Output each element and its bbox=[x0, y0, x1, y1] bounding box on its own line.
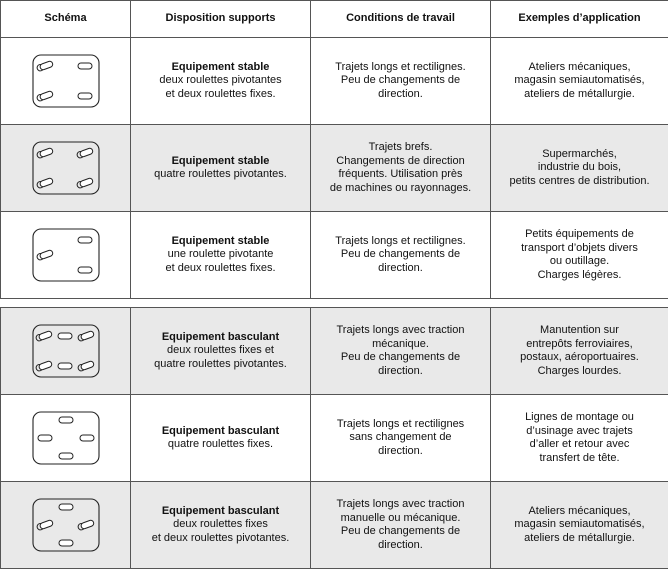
disposition-cell bbox=[131, 125, 311, 212]
conditions-line: Changements de direction bbox=[336, 154, 465, 167]
header-row bbox=[1, 1, 668, 38]
disposition-cell bbox=[131, 395, 311, 482]
fixed-wheel bbox=[80, 435, 94, 441]
conditions-cell bbox=[311, 482, 491, 569]
examples-cell bbox=[491, 482, 668, 569]
examples-line: transport d’objets divers bbox=[521, 241, 638, 254]
examples-line: ateliers de métallurgie. bbox=[524, 531, 635, 544]
separator-cell bbox=[1, 299, 668, 308]
disposition-line: deux roulettes pivotantes bbox=[159, 74, 282, 87]
conditions-cell bbox=[311, 395, 491, 482]
disposition-cell bbox=[131, 308, 311, 395]
conditions-cell bbox=[311, 212, 491, 299]
equipment-title: Equipement basculant bbox=[161, 424, 280, 437]
conditions-line: direction. bbox=[378, 87, 423, 100]
swivel-wheel bbox=[35, 330, 52, 342]
group-separator bbox=[1, 299, 668, 308]
schema-cell bbox=[1, 125, 131, 212]
conditions-line: Peu de changements de bbox=[340, 525, 461, 537]
fixed-wheel bbox=[58, 363, 72, 369]
conditions-line: direction. bbox=[378, 364, 423, 377]
header-schema: Schéma bbox=[1, 1, 131, 38]
conditions-line: Peu de changements de bbox=[340, 248, 461, 261]
four-fixed-icon bbox=[31, 410, 101, 466]
examples-line: d’aller et retour avec bbox=[529, 438, 630, 450]
fixed-wheel bbox=[38, 435, 52, 441]
examples-line: Charges légères. bbox=[537, 268, 622, 281]
disposition-line: et deux roulettes fixes. bbox=[165, 87, 276, 100]
examples-line: Lignes de montage ou bbox=[525, 411, 634, 423]
conditions-line: direction. bbox=[378, 261, 423, 274]
swivel-wheel bbox=[36, 249, 53, 261]
conditions-line: manuelle ou mécanique. bbox=[340, 511, 461, 524]
examples-line: Ateliers mécaniques, bbox=[528, 60, 631, 73]
disposition-cell bbox=[131, 38, 311, 125]
examples-line: ou outillage. bbox=[549, 255, 610, 267]
conditions-line: sans changement de bbox=[349, 431, 452, 444]
disposition-line: et deux roulettes pivotantes. bbox=[151, 531, 290, 544]
fixed-wheel bbox=[78, 267, 92, 273]
header-conditions: Conditions de travail bbox=[311, 1, 491, 38]
fixed-wheel bbox=[59, 417, 73, 423]
equipment-title: Equipement stable bbox=[171, 234, 270, 247]
schema-cell bbox=[1, 212, 131, 299]
conditions-line: mécanique. bbox=[372, 337, 429, 350]
table-row bbox=[1, 395, 668, 482]
disposition-line: quatre roulettes pivotantes. bbox=[154, 357, 287, 370]
fixed-wheel bbox=[78, 93, 92, 99]
conditions-line: Trajets longs et rectilignes. bbox=[335, 60, 466, 73]
examples-line: Charges lourdes. bbox=[537, 364, 622, 377]
conditions-line: Peu de changements de bbox=[340, 74, 461, 87]
conditions-line: Trajets brefs. bbox=[368, 141, 433, 153]
examples-cell bbox=[491, 212, 668, 299]
examples-line: Manutention sur bbox=[540, 324, 619, 336]
conditions-line: direction. bbox=[378, 538, 423, 551]
swivel-wheel bbox=[76, 177, 93, 189]
disposition-line: deux roulettes fixes et bbox=[166, 344, 274, 357]
examples-line: entrepôts ferroviaires, bbox=[526, 337, 633, 350]
swivel-wheel bbox=[35, 360, 52, 372]
disposition-line: et deux roulettes fixes. bbox=[165, 261, 276, 274]
fixed-wheel bbox=[59, 453, 73, 459]
schema-cell bbox=[1, 308, 131, 395]
header-examples: Exemples d’application bbox=[491, 1, 668, 38]
swivel-wheel bbox=[76, 147, 93, 159]
table-row bbox=[1, 482, 668, 569]
conditions-line: de machines ou rayonnages. bbox=[329, 181, 472, 194]
equipment-title: Equipement stable bbox=[171, 60, 270, 73]
examples-line: magasin semiautomatisés, bbox=[514, 74, 645, 87]
schema-cell bbox=[1, 395, 131, 482]
equipment-title: Equipement basculant bbox=[161, 504, 280, 517]
conditions-cell bbox=[311, 125, 491, 212]
examples-line: postaux, aéroportuaires. bbox=[520, 351, 639, 363]
swivel-wheel bbox=[77, 519, 94, 531]
conditions-line: Peu de changements de bbox=[340, 351, 461, 363]
disposition-line: quatre roulettes fixes. bbox=[167, 438, 274, 450]
table-row bbox=[1, 125, 668, 212]
conditions-line: Trajets longs et rectilignes. bbox=[335, 234, 466, 247]
equipment-title: Equipement stable bbox=[171, 154, 270, 167]
equipment-title: Equipement basculant bbox=[161, 330, 280, 343]
swivel-wheel bbox=[36, 90, 53, 102]
swivel-wheel bbox=[36, 60, 53, 72]
four-swivel-icon bbox=[31, 140, 101, 196]
disposition-line: deux roulettes fixes bbox=[173, 518, 268, 531]
fixed-wheel bbox=[58, 333, 72, 339]
schema-cell bbox=[1, 38, 131, 125]
table-row bbox=[1, 212, 668, 299]
table-row bbox=[1, 38, 668, 125]
swivel-wheel bbox=[36, 519, 53, 531]
conditions-line: Trajets longs et rectilignes bbox=[336, 417, 465, 430]
conditions-line: Trajets longs avec traction bbox=[336, 324, 465, 336]
disposition-cell bbox=[131, 482, 311, 569]
examples-line: Petits équipements de bbox=[525, 228, 634, 240]
conditions-line: fréquents. Utilisation près bbox=[338, 168, 463, 180]
examples-line: transfert de tête. bbox=[539, 451, 620, 464]
examples-line: d’usinage avec trajets bbox=[526, 424, 633, 437]
conditions-line: Trajets longs avec traction bbox=[336, 498, 465, 510]
examples-cell bbox=[491, 308, 668, 395]
table-row bbox=[1, 308, 668, 395]
swivel-wheel bbox=[36, 147, 53, 159]
fixed-wheel bbox=[78, 63, 92, 69]
examples-line: magasin semiautomatisés, bbox=[514, 518, 645, 531]
swivel-wheel bbox=[77, 330, 94, 342]
examples-line: industrie du bois, bbox=[537, 161, 622, 174]
schema-cell bbox=[1, 482, 131, 569]
examples-cell bbox=[491, 395, 668, 482]
swivel-wheel bbox=[77, 360, 94, 372]
fixed-wheel bbox=[59, 504, 73, 510]
conditions-cell bbox=[311, 38, 491, 125]
fixed-wheel bbox=[78, 237, 92, 243]
header-disposition: Disposition supports bbox=[131, 1, 311, 38]
fixed-wheel bbox=[59, 540, 73, 546]
two-fixed-two-swivel-icon bbox=[31, 497, 101, 553]
disposition-line: une roulette pivotante bbox=[167, 248, 274, 261]
examples-cell bbox=[491, 38, 668, 125]
disposition-line: quatre roulettes pivotantes. bbox=[154, 168, 287, 180]
conditions-line: direction. bbox=[378, 444, 423, 457]
examples-line: Ateliers mécaniques, bbox=[528, 504, 631, 517]
two-swivel-two-fixed-icon bbox=[31, 53, 101, 109]
examples-line: Supermarchés, bbox=[542, 147, 617, 160]
examples-line: ateliers de métallurgie. bbox=[524, 87, 635, 100]
conditions-cell bbox=[311, 308, 491, 395]
examples-line: petits centres de distribution. bbox=[509, 174, 650, 187]
disposition-cell bbox=[131, 212, 311, 299]
swivel-wheel bbox=[36, 177, 53, 189]
examples-cell bbox=[491, 125, 668, 212]
one-swivel-two-fixed-icon bbox=[31, 227, 101, 283]
two-fixed-four-swivel-icon bbox=[31, 323, 101, 379]
